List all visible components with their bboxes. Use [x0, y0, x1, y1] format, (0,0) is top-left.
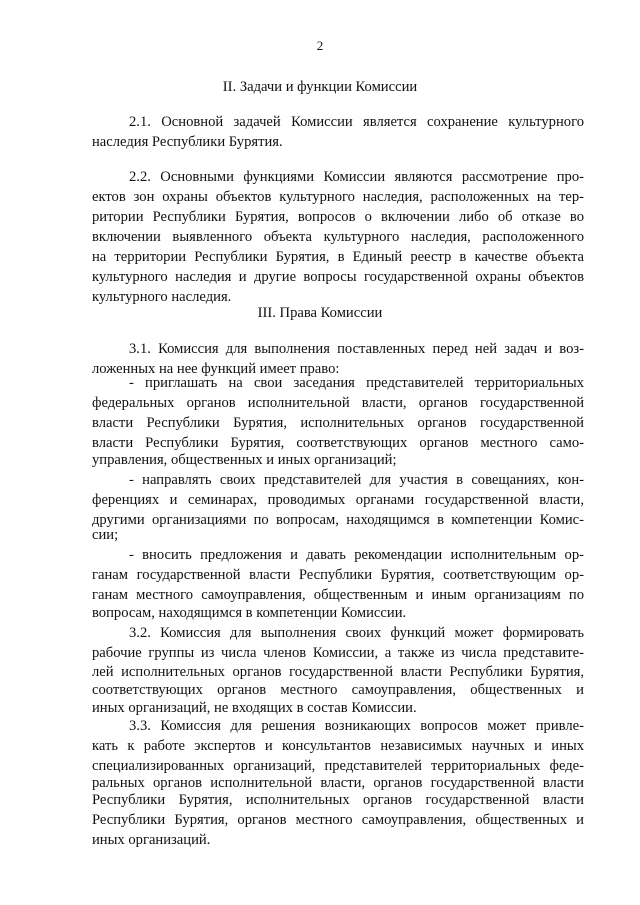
paragraph-2-1-line: наследия Республики Бурятия. — [92, 134, 283, 150]
paragraph-3-2-line: соответствующих органов местного самоуправления, общественных и — [92, 682, 584, 698]
bullet-2-line: - направлять своих представителей для участия в совещаниях, кон- — [129, 472, 584, 488]
paragraph-2-2-line: на территории Республики Бурятия, в Единый реестр в качестве объекта — [92, 249, 584, 265]
paragraph-3-3-line: 3.3. Комиссия для решения возникающих вопросов может привле- — [129, 718, 584, 734]
paragraph-3-3-line: Республики Бурятия, органов местного самоуправления, общественных и — [92, 812, 584, 828]
paragraph-3-1-line: 3.1. Комиссия для выполнения поставленных перед ней задач и воз- — [129, 341, 584, 357]
bullet-1-line: власти Республики Бурятия, исполнительных органов государственной — [92, 415, 584, 431]
bullet-2-line: другими организациями по вопросам, находящимся в компетенции Комис- — [92, 512, 584, 528]
paragraph-3-3-line: ральных органов исполнительной власти, органов государственной власти — [92, 775, 584, 791]
paragraph-3-2-line: иных организаций, не входящих в состав Комиссии. — [92, 700, 417, 716]
bullet-1-line: - приглашать на свои заседания представителей территориальных — [129, 375, 584, 391]
paragraph-3-3-line: Республики Бурятия, исполнительных органов государственной власти — [92, 792, 584, 808]
section-2-heading: II. Задачи и функции Комиссии — [222, 79, 418, 95]
section-3-heading: III. Права Комиссии — [257, 305, 383, 321]
paragraph-3-2-line: лей исполнительных органов государственной власти Республики Бурятия, — [92, 664, 584, 680]
bullet-3-line: ганам государственной власти Республики Бурятия, соответствующим ор- — [92, 567, 584, 583]
paragraph-3-2-line: рабочие группы из числа членов Комиссии, а также из числа представите- — [92, 645, 584, 661]
bullet-1-line: федеральных органов исполнительной власти, органов государственной — [92, 395, 584, 411]
paragraph-3-1-line: ложенных на нее функций имеет право: — [92, 361, 340, 377]
paragraph-2-2-line: включении выявленного объекта культурного наследия, расположенного — [92, 229, 584, 245]
bullet-3-line: ганам местного самоуправления, общественным и иным организациям по — [92, 587, 584, 603]
paragraph-2-2-line: культурного наследия и другие вопросы государственной охраны объектов — [92, 269, 584, 285]
bullet-3-line: вопросам, находящимся в компетенции Комиссии. — [92, 605, 407, 621]
bullet-2-line: ференциях и семинарах, проводимых органами государственной власти, — [92, 492, 584, 508]
paragraph-3-3-line: специализированных организаций, представителей территориальных феде- — [92, 758, 584, 774]
paragraph-2-2-line: 2.2. Основными функциями Комиссии являются рассмотрение про- — [129, 169, 584, 185]
paragraph-3-3-line: кать к работе экспертов и консультантов независимых научных и иных — [92, 738, 584, 754]
paragraph-2-2-line: ектов зон охраны объектов культурного наследия, расположенных на тер- — [92, 189, 584, 205]
page-number: 2 — [316, 38, 324, 53]
bullet-3-line: - вносить предложения и давать рекомендации исполнительным ор- — [129, 547, 584, 563]
bullet-1-line: власти Республики Бурятия, соответствующих органов местного само- — [92, 435, 584, 451]
bullet-1-line: управления, общественных и иных организаций; — [92, 452, 397, 468]
paragraph-2-2-line: культурного наследия. — [92, 289, 232, 305]
paragraph-2-1-line: 2.1. Основной задачей Комиссии является сохранение культурного — [129, 114, 584, 130]
paragraph-3-3-line: иных организаций. — [92, 832, 211, 848]
bullet-2-line: сии; — [92, 527, 119, 543]
paragraph-2-2-line: ритории Республики Бурятия, вопросов о включении либо об отказе во — [92, 209, 584, 225]
paragraph-3-2-line: 3.2. Комиссия для выполнения своих функций может формировать — [129, 625, 584, 641]
